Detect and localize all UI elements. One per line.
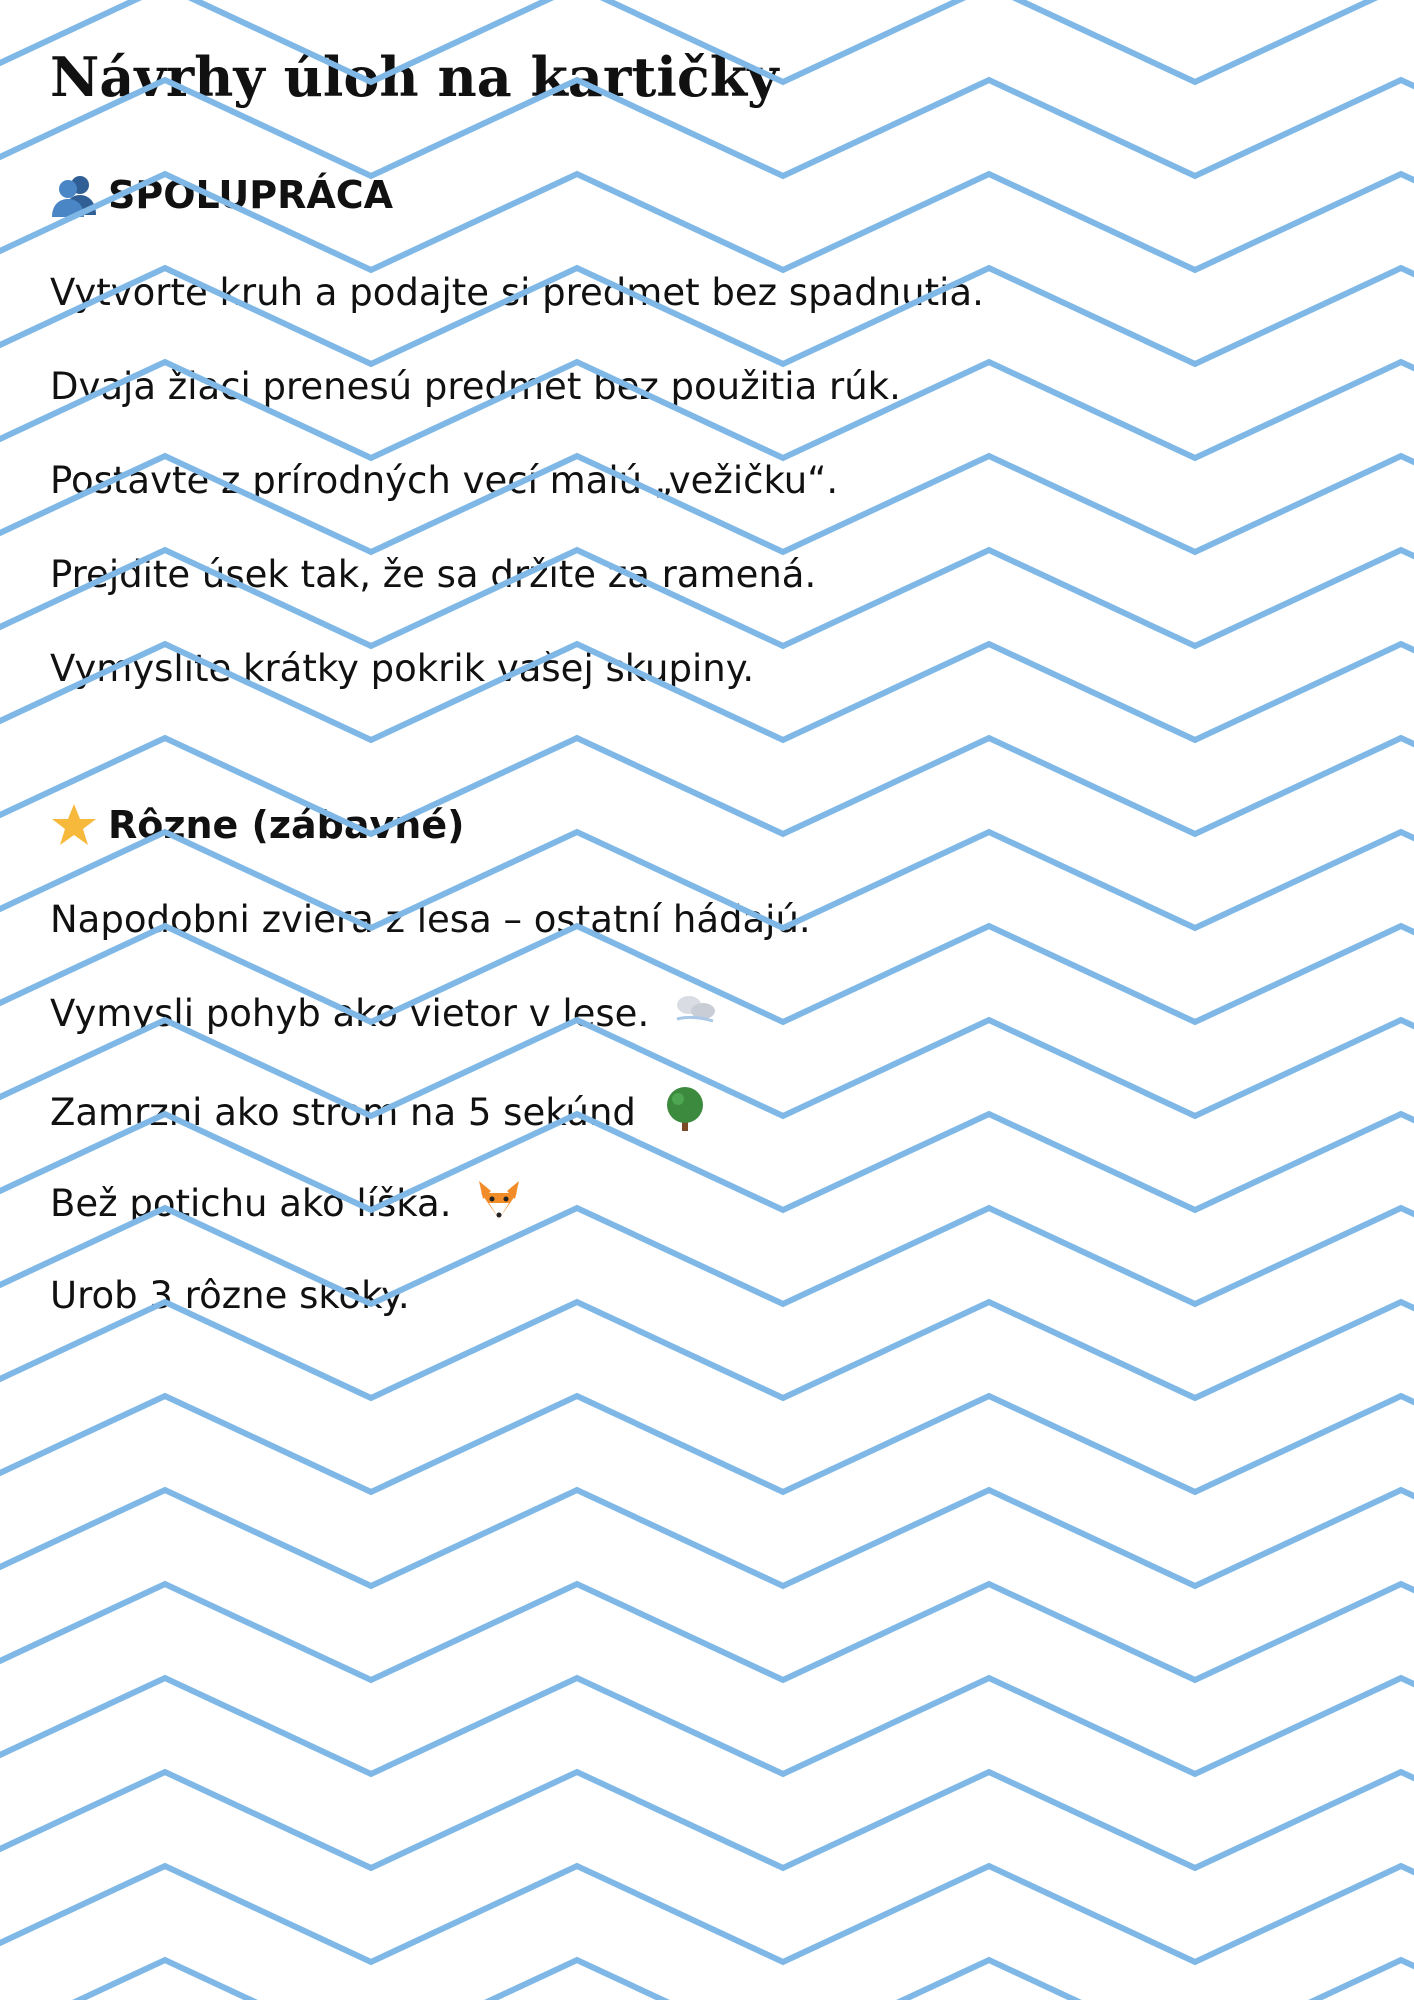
zigzag-line (0, 832, 1414, 928)
zigzag-line (0, 926, 1414, 1022)
zigzag-line (0, 1020, 1414, 1116)
zigzag-line (0, 1302, 1414, 1398)
page-title: Návrhy úloh na kartičky (50, 45, 779, 109)
task-text: Zamrzni ako strom na 5 sekúnd (50, 1091, 636, 1134)
task-text: Napodobni zviera z lesa – ostatní hádajú. (50, 898, 811, 941)
task-item: Vymyslite krátky pokrik vašej skupiny. (50, 647, 755, 690)
zigzag-line (0, 1960, 1414, 2000)
zigzag-line (0, 1396, 1414, 1492)
zigzag-line (0, 174, 1414, 270)
zigzag-line (0, 1114, 1414, 1210)
section-heading-label: Rôzne (zábavné) (108, 803, 465, 847)
task-item: Dvaja žiaci prenesú predmet bez použitia rúk. (50, 365, 901, 408)
zigzag-line (0, 550, 1414, 646)
zigzag-line (0, 1678, 1414, 1774)
zigzag-line (0, 1208, 1414, 1304)
task-text: Urob 3 rôzne skoky. (50, 1274, 410, 1317)
zigzag-line (0, 1584, 1414, 1680)
task-item: Vytvorte kruh a podajte si predmet bez spadnutia. (50, 271, 984, 314)
section-heading-label: SPOLUPRÁCA (108, 173, 394, 217)
zigzag-line (0, 1772, 1414, 1868)
zigzag-line (0, 1866, 1414, 1962)
zigzag-line (0, 1490, 1414, 1586)
zigzag-line (0, 268, 1414, 364)
zigzag-line (0, 456, 1414, 552)
zigzag-line (0, 644, 1414, 740)
task-item: Postavte z prírodných vecí malú „vežičku“. (50, 459, 839, 502)
zigzag-line (0, 362, 1414, 458)
zigzag-line (0, 0, 1414, 82)
task-item: Prejdite úsek tak, že sa držíte za ramená. (50, 553, 817, 596)
task-text: Vymysli pohyb ako vietor v lese. (50, 992, 650, 1035)
zigzag-line (0, 738, 1414, 834)
task-text: Bež potichu ako líška. (50, 1182, 452, 1225)
zigzag-line (0, 80, 1414, 176)
